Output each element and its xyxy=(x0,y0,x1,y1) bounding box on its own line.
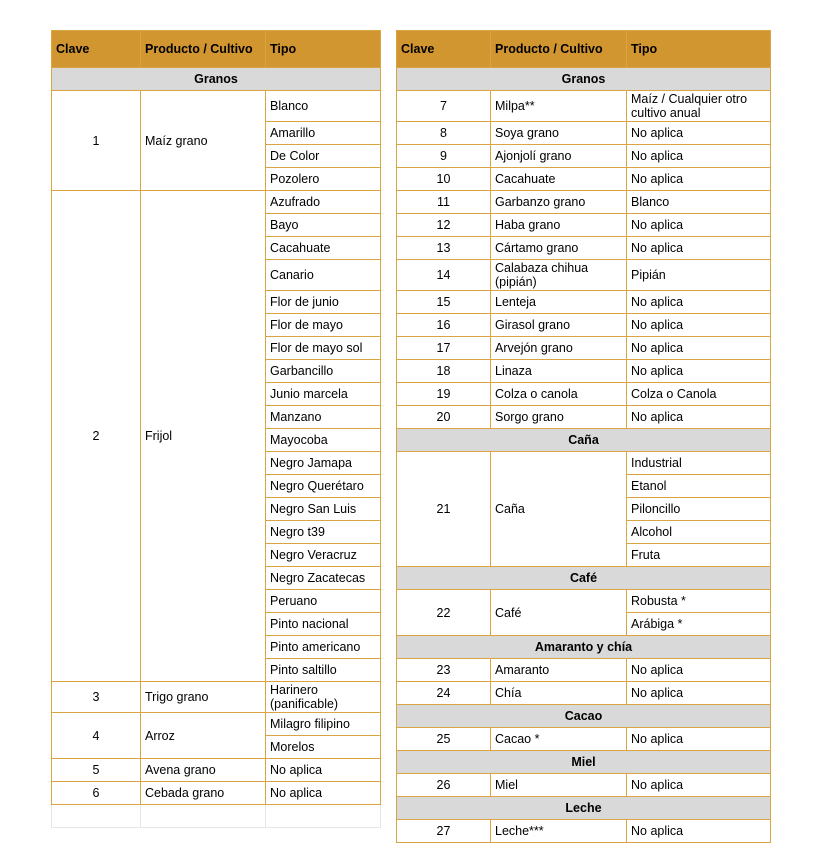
tipo-cell: Negro Jamapa xyxy=(266,452,381,475)
clave-cell: 24 xyxy=(397,682,491,705)
tipo-cell: Negro Veracruz xyxy=(266,544,381,567)
tipo-cell: No aplica xyxy=(627,337,771,360)
tipo-cell: Alcohol xyxy=(627,521,771,544)
clave-cell: 13 xyxy=(397,237,491,260)
producto-cell: Caña xyxy=(491,452,627,567)
table-row xyxy=(397,260,771,291)
table-row xyxy=(397,820,771,843)
clave-cell: 9 xyxy=(397,145,491,168)
header-row xyxy=(397,31,771,68)
tipo-cell: Mayocoba xyxy=(266,429,381,452)
clave-cell: 21 xyxy=(397,452,491,567)
producto-cell: Maíz grano xyxy=(141,91,266,191)
producto-cell: Lenteja xyxy=(491,291,627,314)
tipo-cell: No aplica xyxy=(627,774,771,797)
header-producto: Producto / Cultivo xyxy=(141,31,266,68)
tipo-cell: Colza o Canola xyxy=(627,383,771,406)
section-granos: Granos xyxy=(397,68,771,91)
producto-cell: Cacao * xyxy=(491,728,627,751)
producto-cell: Sorgo grano xyxy=(491,406,627,429)
producto-cell: Linaza xyxy=(491,360,627,383)
clave-cell: 7 xyxy=(397,91,491,122)
tipo-cell: No aplica xyxy=(627,682,771,705)
tipo-cell: Harinero (panificable) xyxy=(266,682,381,713)
clave-cell: 6 xyxy=(52,782,141,805)
tipo-cell: No aplica xyxy=(627,406,771,429)
clave-cell: 3 xyxy=(52,682,141,713)
tipo-cell: Pinto nacional xyxy=(266,613,381,636)
tipo-cell: Etanol xyxy=(627,475,771,498)
clave-cell: 8 xyxy=(397,122,491,145)
clave-cell: 10 xyxy=(397,168,491,191)
table-row xyxy=(397,214,771,237)
producto-cell: Avena grano xyxy=(141,759,266,782)
tipo-cell: No aplica xyxy=(266,759,381,782)
tipo-cell: No aplica xyxy=(627,291,771,314)
tipo-cell: Azufrado xyxy=(266,191,381,214)
tipo-cell: No aplica xyxy=(627,728,771,751)
table-row xyxy=(397,168,771,191)
tipo-cell: De Color xyxy=(266,145,381,168)
tipo-cell: Cacahuate xyxy=(266,237,381,260)
producto-cell: Cártamo grano xyxy=(491,237,627,260)
clave-cell: 22 xyxy=(397,590,491,636)
tipo-cell: Blanco xyxy=(627,191,771,214)
table-row xyxy=(397,337,771,360)
tipo-cell: Arábiga * xyxy=(627,613,771,636)
header-row xyxy=(52,31,381,68)
tipo-cell: Milagro filipino xyxy=(266,713,381,736)
producto-cell: Amaranto xyxy=(491,659,627,682)
empty-row xyxy=(52,805,381,828)
clave-cell: 18 xyxy=(397,360,491,383)
table-row xyxy=(397,728,771,751)
producto-cell: Cebada grano xyxy=(141,782,266,805)
tipo-cell: No aplica xyxy=(627,145,771,168)
table-row xyxy=(397,237,771,260)
table-row xyxy=(397,314,771,337)
producto-cell: Garbanzo grano xyxy=(491,191,627,214)
producto-cell: Calabaza chihua (pipián) xyxy=(491,260,627,291)
producto-cell: Trigo grano xyxy=(141,682,266,713)
producto-cell: Haba grano xyxy=(491,214,627,237)
section-cafe: Café xyxy=(397,567,771,590)
tipo-cell: Morelos xyxy=(266,736,381,759)
section-cacao: Cacao xyxy=(397,705,771,728)
clave-cell: 1 xyxy=(52,91,141,191)
tipo-cell: No aplica xyxy=(627,360,771,383)
tipo-cell: Flor de mayo xyxy=(266,314,381,337)
table-row xyxy=(52,191,381,214)
tipo-cell: No aplica xyxy=(627,820,771,843)
tipo-cell: Flor de mayo sol xyxy=(266,337,381,360)
clave-cell: 14 xyxy=(397,260,491,291)
tipo-cell: Pinto americano xyxy=(266,636,381,659)
right-crop-table xyxy=(396,30,771,843)
tipo-cell: No aplica xyxy=(627,168,771,191)
producto-cell: Colza o canola xyxy=(491,383,627,406)
table-row xyxy=(52,91,381,122)
producto-cell: Leche*** xyxy=(491,820,627,843)
clave-cell: 26 xyxy=(397,774,491,797)
clave-cell: 4 xyxy=(52,713,141,759)
table-row xyxy=(397,191,771,214)
producto-cell: Milpa** xyxy=(491,91,627,122)
header-producto: Producto / Cultivo xyxy=(491,31,627,68)
tipo-cell: Pipián xyxy=(627,260,771,291)
tipo-cell: Garbancillo xyxy=(266,360,381,383)
tipo-cell: Bayo xyxy=(266,214,381,237)
tipo-cell: Amarillo xyxy=(266,122,381,145)
clave-cell: 17 xyxy=(397,337,491,360)
table-row xyxy=(52,759,381,782)
table-row xyxy=(52,713,381,736)
header-clave: Clave xyxy=(397,31,491,68)
tipo-cell: No aplica xyxy=(627,214,771,237)
table-row xyxy=(397,452,771,475)
table-row xyxy=(397,659,771,682)
tipo-cell: No aplica xyxy=(627,237,771,260)
section-miel: Miel xyxy=(397,751,771,774)
clave-cell: 11 xyxy=(397,191,491,214)
table-row xyxy=(397,590,771,613)
producto-cell: Soya grano xyxy=(491,122,627,145)
table-row xyxy=(397,91,771,122)
table-row xyxy=(52,682,381,713)
clave-cell: 27 xyxy=(397,820,491,843)
producto-cell: Frijol xyxy=(141,191,266,682)
tipo-cell: No aplica xyxy=(627,314,771,337)
tipo-cell: No aplica xyxy=(627,659,771,682)
header-tipo: Tipo xyxy=(266,31,381,68)
section-amaranto: Amaranto y chía xyxy=(397,636,771,659)
producto-cell: Cacahuate xyxy=(491,168,627,191)
tipo-cell: Fruta xyxy=(627,544,771,567)
producto-cell: Arroz xyxy=(141,713,266,759)
tipo-cell: Negro San Luis xyxy=(266,498,381,521)
tipo-cell: No aplica xyxy=(266,782,381,805)
left-crop-table xyxy=(51,30,381,828)
producto-cell: Arvejón grano xyxy=(491,337,627,360)
producto-cell: Ajonjolí grano xyxy=(491,145,627,168)
clave-cell: 20 xyxy=(397,406,491,429)
clave-cell: 23 xyxy=(397,659,491,682)
producto-cell: Girasol grano xyxy=(491,314,627,337)
tipo-cell: Industrial xyxy=(627,452,771,475)
table-row xyxy=(397,145,771,168)
tipo-cell: Pinto saltillo xyxy=(266,659,381,682)
producto-cell: Café xyxy=(491,590,627,636)
table-row xyxy=(397,122,771,145)
tipo-cell: No aplica xyxy=(627,122,771,145)
tipo-cell: Manzano xyxy=(266,406,381,429)
table-row xyxy=(397,291,771,314)
table-row xyxy=(397,383,771,406)
section-cana: Caña xyxy=(397,429,771,452)
tipo-cell: Peruano xyxy=(266,590,381,613)
clave-cell: 5 xyxy=(52,759,141,782)
section-leche: Leche xyxy=(397,797,771,820)
tipo-cell: Robusta * xyxy=(627,590,771,613)
header-tipo: Tipo xyxy=(627,31,771,68)
producto-cell: Miel xyxy=(491,774,627,797)
tipo-cell: Piloncillo xyxy=(627,498,771,521)
table-row xyxy=(397,682,771,705)
section-granos: Granos xyxy=(52,68,381,91)
tipo-cell: Pozolero xyxy=(266,168,381,191)
tipo-cell: Junio marcela xyxy=(266,383,381,406)
clave-cell: 15 xyxy=(397,291,491,314)
clave-cell: 12 xyxy=(397,214,491,237)
tipo-cell: Canario xyxy=(266,260,381,291)
tipo-cell: Blanco xyxy=(266,91,381,122)
tipo-cell: Negro Zacatecas xyxy=(266,567,381,590)
clave-cell: 16 xyxy=(397,314,491,337)
clave-cell: 25 xyxy=(397,728,491,751)
clave-cell: 2 xyxy=(52,191,141,682)
tipo-cell: Negro Querétaro xyxy=(266,475,381,498)
table-row xyxy=(52,782,381,805)
tipo-cell: Negro t39 xyxy=(266,521,381,544)
tipo-cell: Flor de junio xyxy=(266,291,381,314)
tipo-cell: Maíz / Cualquier otro cultivo anual xyxy=(627,91,771,122)
table-row xyxy=(397,406,771,429)
header-clave: Clave xyxy=(52,31,141,68)
table-row xyxy=(397,360,771,383)
clave-cell: 19 xyxy=(397,383,491,406)
table-row xyxy=(397,774,771,797)
producto-cell: Chía xyxy=(491,682,627,705)
